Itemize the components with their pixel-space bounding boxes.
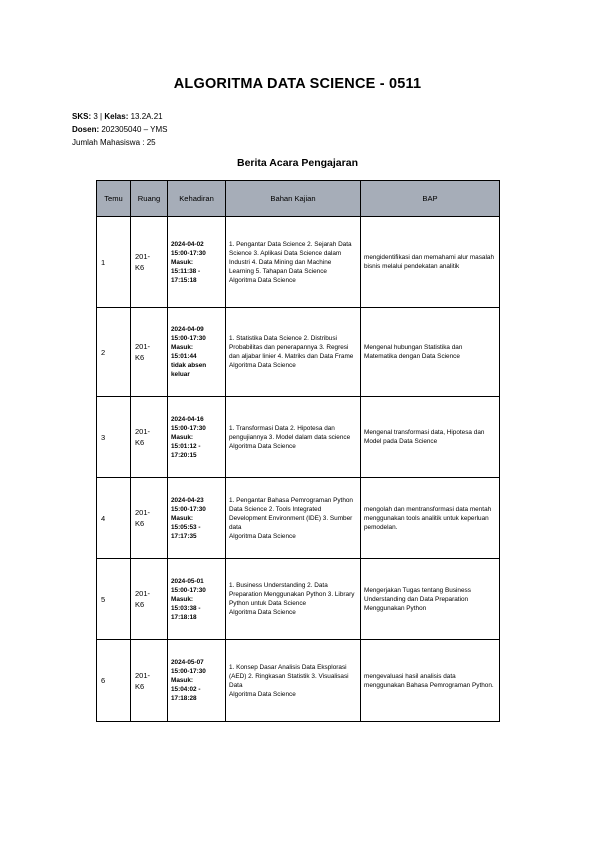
cell-bahan-kajian: 1. Konsep Dasar Analisis Data Eksplorasi (AED) 2. Ringkasan Statistik 3. Visualisasi Data Algoritma Data Science: [226, 640, 361, 722]
cell-bap: Mengerjakan Tugas tentang Business Understanding dan Data Preparation Menggunakan Python: [361, 559, 500, 640]
course-meta: [72, 110, 168, 149]
kelas-value: 13.2A.21: [130, 112, 163, 121]
meta-line-jumlah: [72, 136, 168, 149]
cell-kehadiran: 2024-04-16 15:00-17:30 Masuk: 15:01:12 - 17:20:15: [168, 397, 226, 478]
cell-kehadiran: 2024-04-09 15:00-17:30 Masuk: 15:01:44 tidak absen keluar: [168, 308, 226, 397]
cell-bap: mengevaluasi hasil analisis data menggunakan Bahasa Pemrograman Python.: [361, 640, 500, 722]
cell-kehadiran: 2024-04-02 15:00-17:30 Masuk: 15:11:38 - 17:15:18: [168, 217, 226, 308]
cell-ruang: 201- K6: [131, 308, 168, 397]
jumlah-label: Jumlah Mahasiswa :: [72, 138, 145, 147]
table-row: [97, 640, 500, 722]
cell-temu: 3: [97, 397, 131, 478]
meta-line-dosen: [72, 123, 168, 136]
section-subtitle: Berita Acara Pengajaran: [236, 157, 358, 169]
cell-bahan-kajian: 1. Transformasi Data 2. Hipotesa dan pengujiannya 3. Model dalam data science Algoritma Data Science: [226, 397, 361, 478]
cell-ruang: 201- K6: [131, 559, 168, 640]
cell-kehadiran: 2024-05-07 15:00-17:30 Masuk: 15:04:02 - 17:18:28: [168, 640, 226, 722]
meta-line-sks-kelas: SKS: 3 | Kelas: 13.2A.21: [72, 112, 163, 121]
cell-kehadiran: 2024-04-23 15:00-17:30 Masuk: 15:05:53 - 17:17:35: [168, 478, 226, 559]
table-row: [97, 308, 500, 397]
table-header-row: [97, 181, 500, 217]
dosen-value: 202305040 – YMS: [101, 125, 168, 134]
cell-ruang: 201- K6: [131, 217, 168, 308]
cell-temu: 6: [97, 640, 131, 722]
header-ruang: Ruang: [131, 181, 168, 217]
cell-bap: Mengenal hubungan Statistika dan Matematika dengan Data Science: [361, 308, 500, 397]
cell-kehadiran: 2024-05-01 15:00-17:30 Masuk: 15:03:38 - 17:18:18: [168, 559, 226, 640]
table-row: [97, 559, 500, 640]
cell-temu: 2: [97, 308, 131, 397]
cell-temu: 1: [97, 217, 131, 308]
header-temu: Temu: [97, 181, 131, 217]
cell-temu: 4: [97, 478, 131, 559]
cell-ruang: 201- K6: [131, 640, 168, 722]
table-row: [97, 217, 500, 308]
cell-bahan-kajian: 1. Pengantar Bahasa Pemrograman Python Data Science 2. Tools Integrated Development Environment (IDE) 3. Sumber data Algoritma Data Science: [226, 478, 361, 559]
bap-table: [96, 180, 500, 722]
sks-value: 3: [93, 112, 98, 121]
table-row: [97, 478, 500, 559]
cell-bap: mengolah dan mentransformasi data mentah menggunakan tools analitik untuk keperluan pemodelan.: [361, 478, 500, 559]
cell-ruang: 201- K6: [131, 478, 168, 559]
document-title: ALGORITMA DATA SCIENCE - 0511: [173, 76, 422, 92]
cell-bahan-kajian: 1. Business Understanding 2. Data Preparation Menggunakan Python 3. Library Python untuk Data Science Algoritma Data Science: [226, 559, 361, 640]
dosen-label: Dosen:: [72, 125, 100, 134]
kelas-label: Kelas:: [104, 112, 129, 121]
table-row: [97, 397, 500, 478]
cell-bap: mengidentifikasi dan memahami alur masalah bisnis melalui pendekatan analitik: [361, 217, 500, 308]
header-kehadiran: Kehadiran: [168, 181, 226, 217]
cell-temu: 5: [97, 559, 131, 640]
cell-bap: Mengenal transformasi data, Hipotesa dan Model pada Data Science: [361, 397, 500, 478]
jumlah-value: 25: [146, 138, 156, 147]
cell-bahan-kajian: 1. Statistika Data Science 2. Distribusi Probabilitas dan penerapannya 3. Regresi dan aljabar linier 4. Matriks dan Data Frame Algoritma Data Science: [226, 308, 361, 397]
cell-bahan-kajian: 1. Pengantar Data Science 2. Sejarah Data Science 3. Aplikasi Data Science dalam Industri 4. Data Mining dan Machine Learning 5. Tahapan Data Science Algoritma Data Science: [226, 217, 361, 308]
cell-ruang: 201- K6: [131, 397, 168, 478]
sks-label: SKS:: [72, 112, 92, 121]
header-bap: BAP: [361, 181, 500, 217]
header-bahan-kajian: Bahan Kajian: [226, 181, 361, 217]
